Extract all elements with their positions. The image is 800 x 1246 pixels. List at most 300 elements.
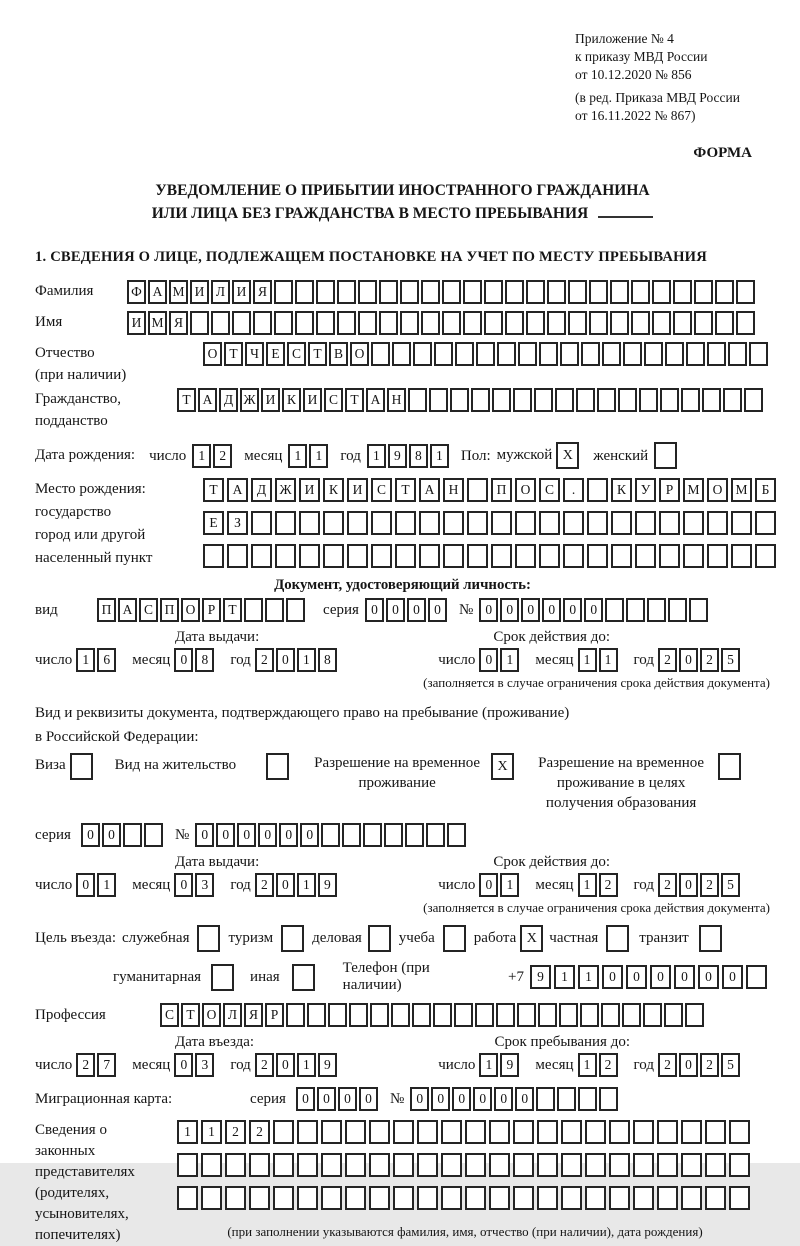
char-cell[interactable]: 2 (76, 1053, 95, 1077)
char-cell[interactable] (609, 1120, 630, 1144)
char-cell[interactable] (393, 1120, 414, 1144)
char-cell[interactable] (379, 280, 398, 304)
char-cell[interactable]: 7 (97, 1053, 116, 1077)
char-cell[interactable]: 2 (700, 648, 719, 672)
char-cell[interactable]: А (419, 478, 440, 502)
char-cell[interactable] (736, 280, 755, 304)
char-cell[interactable] (513, 388, 532, 412)
char-cell[interactable] (657, 1186, 678, 1210)
char-cell[interactable]: 2 (700, 873, 719, 897)
char-cell[interactable]: С (287, 342, 306, 366)
char-cell[interactable] (443, 544, 464, 568)
char-cell[interactable] (471, 388, 490, 412)
char-cell[interactable]: О (202, 1003, 221, 1027)
char-cell[interactable] (644, 342, 663, 366)
char-cell[interactable]: Л (223, 1003, 242, 1027)
char-cell[interactable] (253, 311, 272, 335)
char-cell[interactable] (484, 311, 503, 335)
char-cell[interactable] (393, 1186, 414, 1210)
char-cell[interactable] (391, 1003, 410, 1027)
char-cell[interactable] (585, 1120, 606, 1144)
char-cell[interactable] (417, 1186, 438, 1210)
char-cell[interactable] (715, 311, 734, 335)
char-cell[interactable]: П (97, 598, 116, 622)
char-cell[interactable]: 9 (500, 1053, 519, 1077)
char-cell[interactable]: Н (387, 388, 406, 412)
char-cell[interactable] (441, 1120, 462, 1144)
char-cell[interactable]: А (227, 478, 248, 502)
char-cell[interactable] (635, 544, 656, 568)
char-cell[interactable] (643, 1003, 662, 1027)
char-cell[interactable] (518, 342, 537, 366)
char-cell[interactable]: Ж (240, 388, 259, 412)
char-cell[interactable] (408, 388, 427, 412)
char-cell[interactable] (731, 544, 752, 568)
char-cell[interactable]: 0 (216, 823, 235, 847)
char-cell[interactable] (694, 311, 713, 335)
char-cell[interactable] (265, 598, 284, 622)
char-cell[interactable] (561, 1120, 582, 1144)
char-cell[interactable] (321, 1153, 342, 1177)
char-cell[interactable]: Б (755, 478, 776, 502)
char-cell[interactable]: А (118, 598, 137, 622)
char-cell[interactable]: А (366, 388, 385, 412)
char-cell[interactable] (681, 1120, 702, 1144)
char-cell[interactable]: 0 (359, 1087, 378, 1111)
char-cell[interactable] (589, 311, 608, 335)
char-cell[interactable]: 2 (249, 1120, 270, 1144)
sex-female-checkbox[interactable] (654, 442, 677, 469)
char-cell[interactable]: 1 (177, 1120, 198, 1144)
char-cell[interactable] (702, 388, 721, 412)
char-cell[interactable] (489, 1153, 510, 1177)
char-cell[interactable] (631, 311, 650, 335)
char-cell[interactable] (299, 511, 320, 535)
char-cell[interactable] (683, 544, 704, 568)
char-cell[interactable]: 0 (521, 598, 540, 622)
char-cell[interactable]: С (139, 598, 158, 622)
char-cell[interactable] (323, 511, 344, 535)
char-cell[interactable] (587, 511, 608, 535)
char-cell[interactable] (337, 280, 356, 304)
char-cell[interactable] (328, 1003, 347, 1027)
char-cell[interactable] (413, 342, 432, 366)
char-cell[interactable] (379, 311, 398, 335)
char-cell[interactable] (657, 1153, 678, 1177)
purpose-business-checkbox[interactable] (368, 925, 391, 952)
temporary-residence-education-checkbox[interactable] (718, 753, 741, 780)
char-cell[interactable]: 0 (563, 598, 582, 622)
char-cell[interactable]: 1 (367, 444, 386, 468)
char-cell[interactable] (589, 280, 608, 304)
char-cell[interactable] (123, 823, 142, 847)
char-cell[interactable]: 0 (317, 1087, 336, 1111)
char-cell[interactable] (484, 280, 503, 304)
char-cell[interactable] (618, 388, 637, 412)
char-cell[interactable]: Я (169, 311, 188, 335)
char-cell[interactable] (736, 311, 755, 335)
char-cell[interactable] (434, 342, 453, 366)
char-cell[interactable]: 2 (658, 648, 677, 672)
char-cell[interactable]: 2 (255, 648, 274, 672)
char-cell[interactable] (681, 388, 700, 412)
char-cell[interactable]: 1 (192, 444, 211, 468)
char-cell[interactable]: Е (203, 511, 224, 535)
char-cell[interactable] (419, 544, 440, 568)
char-cell[interactable] (539, 511, 560, 535)
char-cell[interactable]: 2 (599, 873, 618, 897)
char-cell[interactable]: 0 (494, 1087, 513, 1111)
char-cell[interactable] (400, 311, 419, 335)
char-cell[interactable]: Т (181, 1003, 200, 1027)
char-cell[interactable] (316, 311, 335, 335)
char-cell[interactable]: 0 (365, 598, 384, 622)
char-cell[interactable] (251, 511, 272, 535)
char-cell[interactable]: Я (244, 1003, 263, 1027)
char-cell[interactable]: 1 (430, 444, 449, 468)
char-cell[interactable] (274, 311, 293, 335)
char-cell[interactable] (232, 311, 251, 335)
char-cell[interactable] (537, 1153, 558, 1177)
char-cell[interactable] (395, 544, 416, 568)
char-cell[interactable]: 0 (195, 823, 214, 847)
char-cell[interactable] (731, 511, 752, 535)
char-cell[interactable]: 9 (318, 1053, 337, 1077)
char-cell[interactable]: 0 (479, 873, 498, 897)
char-cell[interactable] (597, 388, 616, 412)
char-cell[interactable]: 0 (679, 873, 698, 897)
char-cell[interactable] (297, 1186, 318, 1210)
char-cell[interactable] (689, 598, 708, 622)
char-cell[interactable]: 0 (407, 598, 426, 622)
char-cell[interactable] (443, 511, 464, 535)
char-cell[interactable] (393, 1153, 414, 1177)
char-cell[interactable]: Р (659, 478, 680, 502)
char-cell[interactable]: 0 (410, 1087, 429, 1111)
char-cell[interactable] (685, 1003, 704, 1027)
char-cell[interactable]: 1 (76, 648, 95, 672)
char-cell[interactable]: 1 (97, 873, 116, 897)
char-cell[interactable] (370, 1003, 389, 1027)
char-cell[interactable] (454, 1003, 473, 1027)
char-cell[interactable]: О (350, 342, 369, 366)
char-cell[interactable] (673, 311, 692, 335)
char-cell[interactable] (557, 1087, 576, 1111)
char-cell[interactable] (537, 1186, 558, 1210)
char-cell[interactable] (513, 1186, 534, 1210)
char-cell[interactable]: 0 (300, 823, 319, 847)
char-cell[interactable] (633, 1120, 654, 1144)
char-cell[interactable] (746, 965, 767, 989)
char-cell[interactable]: 0 (338, 1087, 357, 1111)
char-cell[interactable] (705, 1186, 726, 1210)
char-cell[interactable] (749, 342, 768, 366)
char-cell[interactable] (563, 511, 584, 535)
char-cell[interactable]: 9 (530, 965, 551, 989)
char-cell[interactable] (659, 511, 680, 535)
char-cell[interactable] (177, 1153, 198, 1177)
char-cell[interactable] (547, 280, 566, 304)
char-cell[interactable] (491, 544, 512, 568)
char-cell[interactable] (652, 280, 671, 304)
char-cell[interactable] (489, 1186, 510, 1210)
char-cell[interactable] (144, 823, 163, 847)
char-cell[interactable] (465, 1153, 486, 1177)
char-cell[interactable]: И (261, 388, 280, 412)
char-cell[interactable] (274, 280, 293, 304)
char-cell[interactable] (610, 311, 629, 335)
purpose-other-checkbox[interactable] (292, 964, 315, 991)
char-cell[interactable] (707, 511, 728, 535)
char-cell[interactable] (433, 1003, 452, 1027)
char-cell[interactable]: 1 (500, 648, 519, 672)
char-cell[interactable] (517, 1003, 536, 1027)
char-cell[interactable] (225, 1186, 246, 1210)
char-cell[interactable] (429, 388, 448, 412)
temporary-residence-checkbox[interactable]: X (491, 753, 514, 780)
char-cell[interactable] (249, 1186, 270, 1210)
char-cell[interactable]: 0 (679, 648, 698, 672)
char-cell[interactable] (417, 1153, 438, 1177)
char-cell[interactable] (491, 511, 512, 535)
char-cell[interactable] (201, 1186, 222, 1210)
char-cell[interactable] (369, 1120, 390, 1144)
char-cell[interactable] (599, 1087, 618, 1111)
char-cell[interactable] (342, 823, 361, 847)
char-cell[interactable] (755, 544, 776, 568)
char-cell[interactable] (421, 280, 440, 304)
char-cell[interactable]: Д (251, 478, 272, 502)
char-cell[interactable]: В (329, 342, 348, 366)
char-cell[interactable] (345, 1153, 366, 1177)
purpose-study-checkbox[interactable] (443, 925, 466, 952)
char-cell[interactable]: 1 (309, 444, 328, 468)
char-cell[interactable] (580, 1003, 599, 1027)
char-cell[interactable]: Т (203, 478, 224, 502)
char-cell[interactable] (609, 1186, 630, 1210)
char-cell[interactable] (755, 511, 776, 535)
char-cell[interactable]: 1 (578, 965, 599, 989)
char-cell[interactable] (515, 544, 536, 568)
char-cell[interactable]: 0 (174, 873, 193, 897)
char-cell[interactable] (251, 544, 272, 568)
char-cell[interactable]: Ф (127, 280, 146, 304)
char-cell[interactable] (537, 1120, 558, 1144)
char-cell[interactable]: 0 (473, 1087, 492, 1111)
char-cell[interactable] (307, 1003, 326, 1027)
char-cell[interactable] (609, 1153, 630, 1177)
char-cell[interactable] (463, 311, 482, 335)
char-cell[interactable] (601, 1003, 620, 1027)
char-cell[interactable]: 0 (279, 823, 298, 847)
char-cell[interactable] (729, 1153, 750, 1177)
char-cell[interactable] (273, 1153, 294, 1177)
char-cell[interactable] (568, 311, 587, 335)
char-cell[interactable]: 2 (658, 873, 677, 897)
char-cell[interactable]: Ж (275, 478, 296, 502)
char-cell[interactable]: Ч (245, 342, 264, 366)
purpose-official-checkbox[interactable] (197, 925, 220, 952)
char-cell[interactable]: 0 (674, 965, 695, 989)
char-cell[interactable] (465, 1186, 486, 1210)
char-cell[interactable] (369, 1153, 390, 1177)
purpose-private-checkbox[interactable] (606, 925, 629, 952)
char-cell[interactable]: 0 (174, 1053, 193, 1077)
char-cell[interactable] (492, 388, 511, 412)
char-cell[interactable]: М (683, 478, 704, 502)
char-cell[interactable]: Д (219, 388, 238, 412)
char-cell[interactable] (249, 1153, 270, 1177)
char-cell[interactable] (587, 544, 608, 568)
char-cell[interactable]: 5 (721, 873, 740, 897)
char-cell[interactable] (561, 1153, 582, 1177)
char-cell[interactable] (536, 1087, 555, 1111)
char-cell[interactable] (505, 311, 524, 335)
char-cell[interactable]: Т (177, 388, 196, 412)
char-cell[interactable] (568, 280, 587, 304)
char-cell[interactable]: 1 (297, 873, 316, 897)
char-cell[interactable]: 0 (500, 598, 519, 622)
char-cell[interactable] (513, 1153, 534, 1177)
char-cell[interactable]: Л (211, 280, 230, 304)
char-cell[interactable]: П (160, 598, 179, 622)
char-cell[interactable]: 2 (213, 444, 232, 468)
char-cell[interactable]: И (303, 388, 322, 412)
char-cell[interactable] (345, 1186, 366, 1210)
char-cell[interactable]: 2 (700, 1053, 719, 1077)
char-cell[interactable] (426, 823, 445, 847)
char-cell[interactable]: 8 (318, 648, 337, 672)
char-cell[interactable]: 1 (578, 648, 597, 672)
char-cell[interactable] (447, 823, 466, 847)
char-cell[interactable]: 9 (388, 444, 407, 468)
char-cell[interactable] (538, 1003, 557, 1027)
char-cell[interactable] (668, 598, 687, 622)
char-cell[interactable] (177, 1186, 198, 1210)
char-cell[interactable]: 2 (255, 1053, 274, 1077)
char-cell[interactable]: 1 (500, 873, 519, 897)
char-cell[interactable] (683, 511, 704, 535)
char-cell[interactable] (286, 598, 305, 622)
char-cell[interactable] (539, 342, 558, 366)
char-cell[interactable] (467, 511, 488, 535)
char-cell[interactable] (400, 280, 419, 304)
char-cell[interactable]: Т (395, 478, 416, 502)
char-cell[interactable] (476, 342, 495, 366)
char-cell[interactable] (715, 280, 734, 304)
char-cell[interactable]: 1 (578, 1053, 597, 1077)
char-cell[interactable]: М (148, 311, 167, 335)
char-cell[interactable] (729, 1186, 750, 1210)
char-cell[interactable]: 0 (452, 1087, 471, 1111)
char-cell[interactable]: Т (224, 342, 243, 366)
char-cell[interactable] (358, 311, 377, 335)
char-cell[interactable] (585, 1186, 606, 1210)
char-cell[interactable] (652, 311, 671, 335)
char-cell[interactable] (626, 598, 645, 622)
char-cell[interactable] (450, 388, 469, 412)
char-cell[interactable] (707, 544, 728, 568)
char-cell[interactable]: С (371, 478, 392, 502)
char-cell[interactable] (190, 311, 209, 335)
char-cell[interactable]: З (227, 511, 248, 535)
char-cell[interactable] (297, 1120, 318, 1144)
char-cell[interactable]: С (160, 1003, 179, 1027)
char-cell[interactable]: Р (265, 1003, 284, 1027)
char-cell[interactable] (639, 388, 658, 412)
char-cell[interactable] (419, 511, 440, 535)
char-cell[interactable]: 2 (599, 1053, 618, 1077)
char-cell[interactable]: Т (308, 342, 327, 366)
char-cell[interactable] (244, 598, 263, 622)
char-cell[interactable] (622, 1003, 641, 1027)
char-cell[interactable] (559, 1003, 578, 1027)
char-cell[interactable]: 8 (195, 648, 214, 672)
char-cell[interactable]: У (635, 478, 656, 502)
char-cell[interactable]: О (181, 598, 200, 622)
char-cell[interactable]: 0 (679, 1053, 698, 1077)
char-cell[interactable] (467, 478, 488, 502)
char-cell[interactable] (395, 511, 416, 535)
char-cell[interactable]: 0 (584, 598, 603, 622)
residence-permit-checkbox[interactable] (266, 753, 289, 780)
char-cell[interactable] (664, 1003, 683, 1027)
char-cell[interactable]: 0 (276, 648, 295, 672)
visa-checkbox[interactable] (70, 753, 93, 780)
char-cell[interactable] (463, 280, 482, 304)
char-cell[interactable] (295, 280, 314, 304)
char-cell[interactable]: С (539, 478, 560, 502)
char-cell[interactable] (744, 388, 763, 412)
char-cell[interactable]: 2 (255, 873, 274, 897)
char-cell[interactable] (371, 342, 390, 366)
char-cell[interactable] (705, 1120, 726, 1144)
char-cell[interactable] (297, 1153, 318, 1177)
char-cell[interactable]: 5 (721, 648, 740, 672)
char-cell[interactable] (421, 311, 440, 335)
char-cell[interactable]: 3 (195, 873, 214, 897)
char-cell[interactable] (299, 544, 320, 568)
char-cell[interactable]: 3 (195, 1053, 214, 1077)
char-cell[interactable]: 1 (599, 648, 618, 672)
char-cell[interactable] (705, 1153, 726, 1177)
char-cell[interactable]: 0 (81, 823, 100, 847)
char-cell[interactable]: 1 (554, 965, 575, 989)
char-cell[interactable] (633, 1153, 654, 1177)
char-cell[interactable] (441, 1153, 462, 1177)
char-cell[interactable] (455, 342, 474, 366)
purpose-humanitarian-checkbox[interactable] (211, 964, 234, 991)
char-cell[interactable] (442, 280, 461, 304)
char-cell[interactable] (623, 342, 642, 366)
char-cell[interactable] (578, 1087, 597, 1111)
char-cell[interactable] (497, 342, 516, 366)
char-cell[interactable]: 8 (409, 444, 428, 468)
char-cell[interactable]: О (515, 478, 536, 502)
char-cell[interactable] (526, 280, 545, 304)
char-cell[interactable] (442, 311, 461, 335)
char-cell[interactable] (686, 342, 705, 366)
char-cell[interactable] (723, 388, 742, 412)
char-cell[interactable] (611, 511, 632, 535)
char-cell[interactable]: 0 (428, 598, 447, 622)
char-cell[interactable] (660, 388, 679, 412)
char-cell[interactable]: 0 (626, 965, 647, 989)
char-cell[interactable] (534, 388, 553, 412)
char-cell[interactable] (405, 823, 424, 847)
char-cell[interactable]: 0 (479, 648, 498, 672)
char-cell[interactable] (363, 823, 382, 847)
